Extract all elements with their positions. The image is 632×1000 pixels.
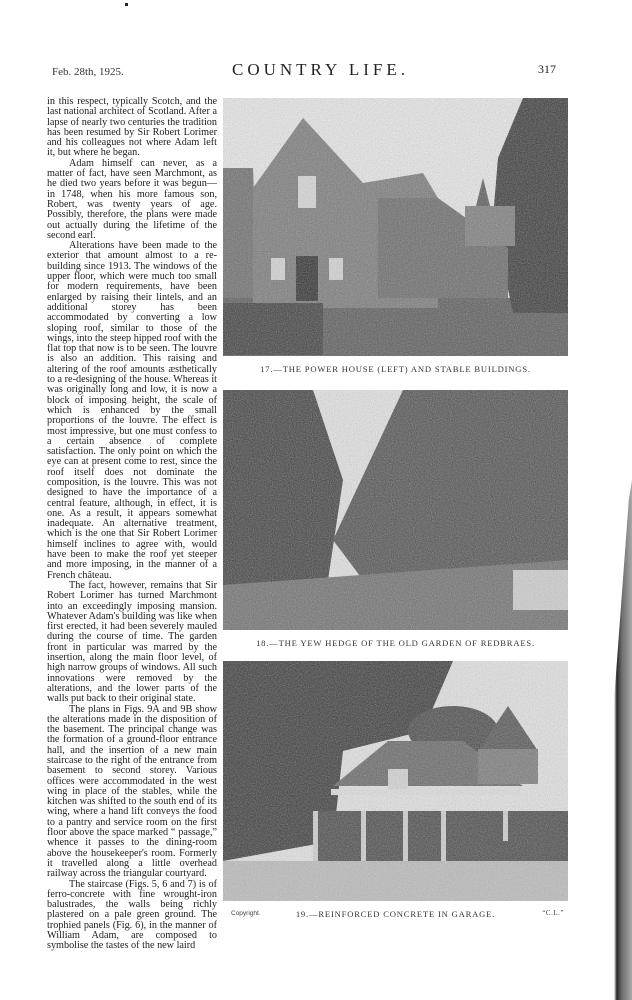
figure-17 [223, 98, 568, 374]
issue-date: Feb. 28th, 1925. [52, 66, 124, 78]
photo-power-house-stables [223, 98, 568, 356]
figure-caption-text: 19.—REINFORCED CONCRETE IN GARAGE. [295, 909, 496, 919]
paragraph: Alterations have been made to the exterior that amount almost to a re-building since 1913. The windows of the upper floor, which were much too small for modern requirements, have been enlarged by raising their lintels, and an additional storey has been accommodated by converting a low sloping roof, similar to those of the wings, into the steep hipped roof with the flat top that now is to be seen. The louvre is also an addition. This raising and altering of the roof amounts æsthetically to a re-designing of the house. Whereas it was originally long and low, it is now a block of imposing height, the scale of which is enhanced by the small proportions of the louvre. The effect is most impressive, but one must confess to a certain absence of complete satisfaction. The only point on which the eye can at present come to rest, since the roof itself does not dominate the composition, is the louvre. This was not designed to have the importance of a central feature, although, in effect, it is one. As a result, it appears somewhat inadequate. An alternative treatment, which is the one that Sir Robert Lorimer himself inclines to agree with, would have been to make the roof yet steeper and more imposing, in the manner of a French château. [47, 240, 217, 581]
paragraph: The staircase (Figs. 5, 6 and 7) is of ferro-concrete with fine wrought-iron balustrades, the walls being richly plastered on a pale green ground. The trophied panels (Fig. 6), in the manner of William Adam, are composed to symbolise the tastes of the new laird [47, 878, 217, 952]
photo-concrete-garage [223, 661, 568, 901]
figure-caption [223, 909, 568, 919]
paragraph: The fact, however, remains that Sir Robert Lorimer has turned Marchmont into an exceedingly imposing mansion. Whatever Adam's building was like when first erected, it had been severely mauled during the course of time. The garden front in particular was marred by the insertion, along the main floor level, of high narrow groups of windows. All such innovations were removed by the alterations, and the lower parts of the walls put back to their original state. [47, 579, 217, 705]
photo-credit: “C.L.” [542, 909, 564, 917]
copyright-credit: Copyright. [231, 910, 261, 917]
page-number: 317 [538, 62, 556, 76]
magazine-title: COUNTRY LIFE. [232, 60, 409, 79]
photo-yew-hedge [223, 390, 568, 630]
paragraph: Adam himself can never, as a matter of fact, have seen Marchmont, as he died two years before it was begun—in 1748, when his more famous son, Robert, was twenty years of age. Possibly, therefore, the plans were made out actually during the lifetime of the second earl. [47, 157, 217, 241]
article-text-column [47, 97, 217, 952]
running-header [0, 60, 632, 84]
figure-18 [223, 390, 568, 648]
scanned-page-edge-shadow [592, 0, 632, 1000]
paragraph: in this respect, typically Scotch, and the last national architect of Scotland. After a lapse of nearly two centuries the tradition has been resumed by Sir Robert Lorimer and his colleagues not where Adam left it, but where he began. [47, 96, 217, 159]
scan-speck [125, 3, 128, 6]
figure-19 [223, 661, 568, 919]
figure-caption: 18.—THE YEW HEDGE OF THE OLD GARDEN OF REDBRAES. [256, 638, 535, 648]
paragraph: The plans in Figs. 9A and 9B show the alterations made in the disposition of the basement. The principal change was the formation of a ground-floor entrance hall, and the insertion of a new main staircase to the right of the entrance from basement to second storey. Various offices were accommodated in the west wing in place of the stables, while the kitchen was shifted to the south end of its wing, where a hand lift conveys the food to a pantry and service room on the first floor above the space marked “ passage,” whence it passes to the dining-room above the housekeeper's room. Formerly it travelled along a little overhead railway across the triangular courtyard. [47, 703, 217, 880]
figure-caption: 17.—THE POWER HOUSE (LEFT) AND STABLE BUILDINGS. [260, 364, 531, 374]
